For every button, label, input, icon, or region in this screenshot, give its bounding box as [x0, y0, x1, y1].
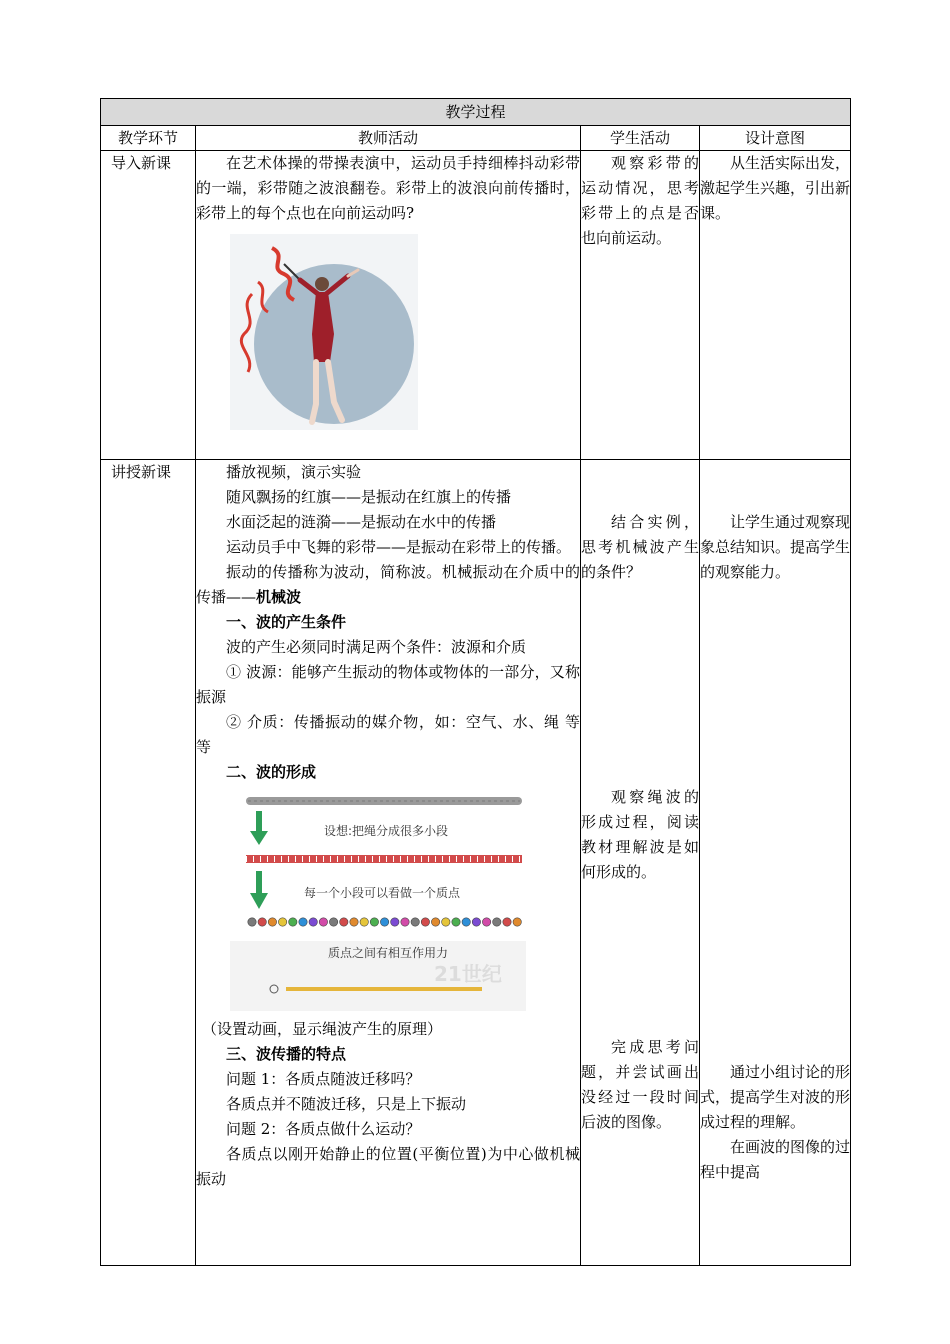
header-student: 学生活动 [581, 126, 700, 151]
particle-bead [309, 918, 317, 926]
particle-bead [391, 918, 399, 926]
stage-cell [101, 460, 196, 1266]
particle-bead [421, 918, 429, 926]
term-mechanical-wave: 机械波 [256, 588, 302, 606]
student-activity-text: 观察彩带的运动情况，思考彩带上的点是否也向前运动。 [581, 154, 699, 247]
stage-label: 导入新课 [111, 154, 172, 172]
particle-bead [299, 918, 307, 926]
header-design: 设计意图 [700, 126, 851, 151]
teacher-text: 振动的传播称为波动，简称波。机械振动在介质中的传播——机械波 [196, 563, 580, 606]
stage-label: 讲授新课 [111, 463, 172, 481]
rope-wave-figure [230, 791, 526, 1011]
particle-bead [401, 918, 409, 926]
student-activity-text: 结合实例，思考机械波产生的条件？ [581, 513, 699, 581]
question-2: 问题 2：各质点做什么运动？ [226, 1120, 421, 1138]
design-intent-text: 从生活实际出发，激起学生兴趣，引出新课。 [700, 154, 851, 222]
particle-bead [258, 918, 266, 926]
table-row [101, 151, 851, 460]
student-cell [581, 151, 700, 460]
intro-paragraph: 在艺术体操的带操表演中，运动员手持细棒抖动彩带的一端，彩带随之波浪翻卷。彩带上的波浪向前传播时，彩带上的每个点也在向前运动吗? [196, 154, 580, 222]
particle-bead [289, 918, 297, 926]
table-title: 教学过程 [101, 99, 851, 126]
section-heading: 三、波传播的特点 [226, 1045, 347, 1063]
answer-2: 各质点以刚开始静止的位置(平衡位置)为中心做机械振动 [196, 1145, 580, 1188]
teaching-process-table [100, 98, 851, 1266]
design-cell [700, 460, 851, 1266]
particle-bead [431, 918, 439, 926]
particle-bead [268, 918, 276, 926]
watermark-text: 21世纪 [434, 962, 502, 986]
figure-label-1: 设想:把绳分成很多小段 [324, 824, 449, 838]
student-cell [581, 460, 700, 1266]
answer-1: 各质点并不随波迁移，只是上下振动 [226, 1095, 467, 1113]
particle-bead [452, 918, 460, 926]
teacher-cell [196, 151, 581, 460]
particle-bead [248, 918, 256, 926]
teacher-text: 播放视频，演示实验 [226, 463, 362, 481]
design-intent-text: 通过小组讨论的形式，提高学生对波的形成过程的理解。 [700, 1063, 851, 1131]
teacher-text: ① 波源：能够产生振动的物体或物体的一部分，又称振源 [196, 663, 580, 706]
stage-cell [101, 151, 196, 460]
teacher-text: ② 介质：传播振动的媒介物，如：空气、水、绳 等等 [196, 713, 580, 756]
teacher-text: 随风飘扬的红旗——是振动在红旗上的传播 [226, 488, 512, 506]
ribbon-gymnast-image [230, 234, 418, 430]
particle-bead [472, 918, 480, 926]
student-activity-text: 观察绳波的形成过程，阅读教材理解波是如何形成的。 [581, 788, 699, 881]
particle-bead [411, 918, 419, 926]
particle-bead [329, 918, 337, 926]
question-1: 问题 1：各质点随波迁移吗？ [226, 1070, 421, 1088]
particle-bead [442, 918, 450, 926]
header-stage: 教学环节 [101, 126, 196, 151]
section-heading: 一、波的产生条件 [226, 613, 347, 631]
design-intent-text: 在画波的图像的过程中提高 [700, 1138, 851, 1181]
figure-label-2: 每一个小段可以看做一个质点 [304, 886, 461, 900]
teacher-text: 运动员手中飞舞的彩带——是振动在彩带上的传播。 [226, 538, 572, 556]
design-cell [700, 151, 851, 460]
teacher-text: 水面泛起的涟漪——是振动在水中的传播 [226, 513, 497, 531]
particle-bead [380, 918, 388, 926]
section-heading: 二、波的形成 [226, 763, 317, 781]
particle-bead [482, 918, 490, 926]
teacher-cell [196, 460, 581, 1266]
particle-bead [513, 918, 521, 926]
particle-bead [319, 918, 327, 926]
particle-bead [340, 918, 348, 926]
particle-bead [493, 918, 501, 926]
student-activity-text: 完成思考问题，并尝试画出没经过一段时间后波的图像。 [581, 1038, 699, 1131]
figure-caption: （设置动画，显示绳波产生的原理） [202, 1020, 443, 1038]
header-teacher: 教师活动 [196, 126, 581, 151]
particle-bead [360, 918, 368, 926]
teacher-text: 波的产生必须同时满足两个条件：波源和介质 [226, 638, 527, 656]
particle-bead [503, 918, 511, 926]
particle-bead [278, 918, 286, 926]
particle-bead [370, 918, 378, 926]
design-intent-text: 让学生通过观察现象总结知识。提高学生的观察能力。 [700, 513, 851, 581]
particle-bead [350, 918, 358, 926]
particle-bead [462, 918, 470, 926]
table-row [101, 460, 851, 1266]
figure-label-3: 质点之间有相互作用力 [328, 946, 449, 960]
